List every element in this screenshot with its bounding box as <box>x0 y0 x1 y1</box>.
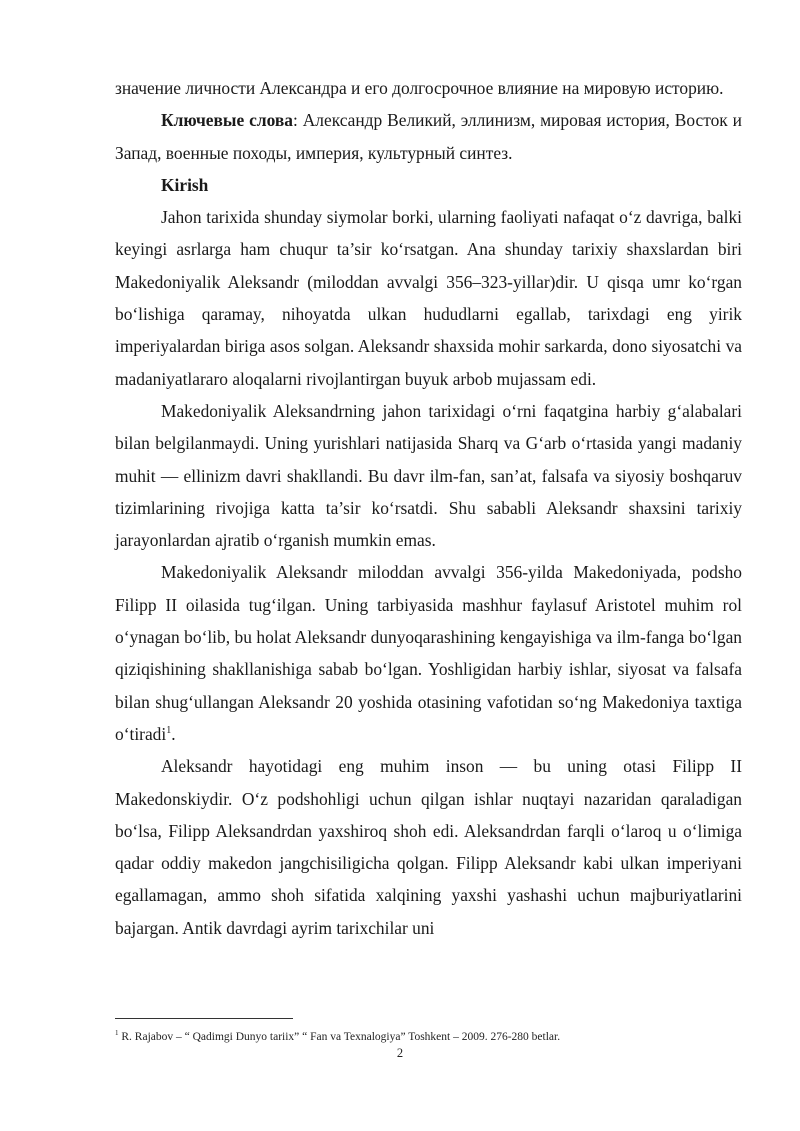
page-body <box>115 72 742 944</box>
abstract-continuation: значение личности Александра и его долгосрочное влияние на мировую историю. <box>115 78 724 98</box>
paragraph-end: . <box>171 723 176 744</box>
body-paragraph: Aleksandr hayotidagi eng muhim inson — bu uning otasi Filipp II Makedonskiydir. O‘z podshohligi uchun qilgan ishlar nuqtayi nazaridan qaraladigan bo‘lsa, Filipp Aleksandrdan yaxshiroq shoh edi. Aleksandrdan farqli o‘laroq u o‘limiga qadar oddiy makedon jangchisiligicha qolgan. Filipp Aleksandr kabi ulkan imperiyani egallamagan, ammo shoh sifatida xalqining yaxshi yashashi uchun majburiyatlarini bajargan. Antik davrdagi ayrim tarixchilar uni <box>115 756 742 938</box>
body-paragraph-with-footnote <box>115 556 742 750</box>
body-paragraph: Jahon tarixida shunday siymolar borki, ularning faoliyati nafaqat o‘z davriga, balki keyingi asrlarga ham chuqur ta’sir ko‘rsatgan. Ana shunday tarixiy shaxslardan biri Makedoniyalik Aleksandr (miloddan avvalgi 356–323-yillar)dir. U qisqa umr ko‘rgan bo‘lishiga qaramay, nihoyatda ulkan hududlarni egallab, tarixdagi eng yirik imperiyalardan biriga asos solgan. Aleksandr shaxsida mohir sarkarda, dono siyosatchi va madaniyatlararo aloqalarni rivojlantirgan buyuk arbob mujassam edi. <box>115 207 742 389</box>
footnote-separator <box>115 1018 293 1019</box>
keywords-label: Ключевые слова <box>161 110 293 131</box>
footnote <box>115 1029 742 1045</box>
body-paragraph: Makedoniyalik Aleksandrning jahon tarixidagi o‘rni faqatgina harbiy g‘alabalari bilan belgilanmaydi. Uning yurishlari natijasida Sharq va G‘arb o‘rtasida yangi madaniy muhit — ellinizm davri shakllandi. Bu davr ilm-fan, san’at, falsafa va siyosiy boshqaruv tizimlarining rivojiga katta ta’sir ko‘rsatdi. Shu sababli Aleksandr shaxsini tarixiy jarayonlardan ajratib o‘rganish mumkin emas. <box>115 400 742 551</box>
section-heading: Kirish <box>161 174 209 195</box>
page-number: 2 <box>396 1046 404 1060</box>
paragraph-text: Makedoniyalik Aleksandr miloddan avvalgi 356-yilda Makedoniyada, podsho Filipp II oilasida tug‘ilgan. Uning tarbiyasida mashhur faylasuf Aristotel muhim rol o‘ynagan bo‘lib, bu holat Aleksandr dunyoqarashining kengayishiga va ilm-fanga bo‘lgan qiziqishining shakllanishiga sabab bo‘lgan. Yoshligidan harbiy ishlar, siyosat va falsafa bilan shug‘ullangan Aleksandr 20 yoshida otasining vafotidan so‘ng Makedoniya taxtiga o‘tiradi <box>115 562 742 744</box>
footnote-marker: 1 <box>115 1029 119 1038</box>
footnote-text: R. Rajabov – “ Qadimgi Dunyo tariix” “ Fan va Texnalogiya” Toshkent – 2009. 276-280 betlar. <box>118 1031 561 1043</box>
footnote-reference[interactable]: 1 <box>166 725 172 737</box>
keywords-text: Александр Великий, эллинизм, мировая история, Восток и Запад, военные походы, империя, культурный синтез. <box>115 110 742 163</box>
keywords-paragraph <box>115 104 742 169</box>
keywords-separator: : <box>292 110 298 131</box>
